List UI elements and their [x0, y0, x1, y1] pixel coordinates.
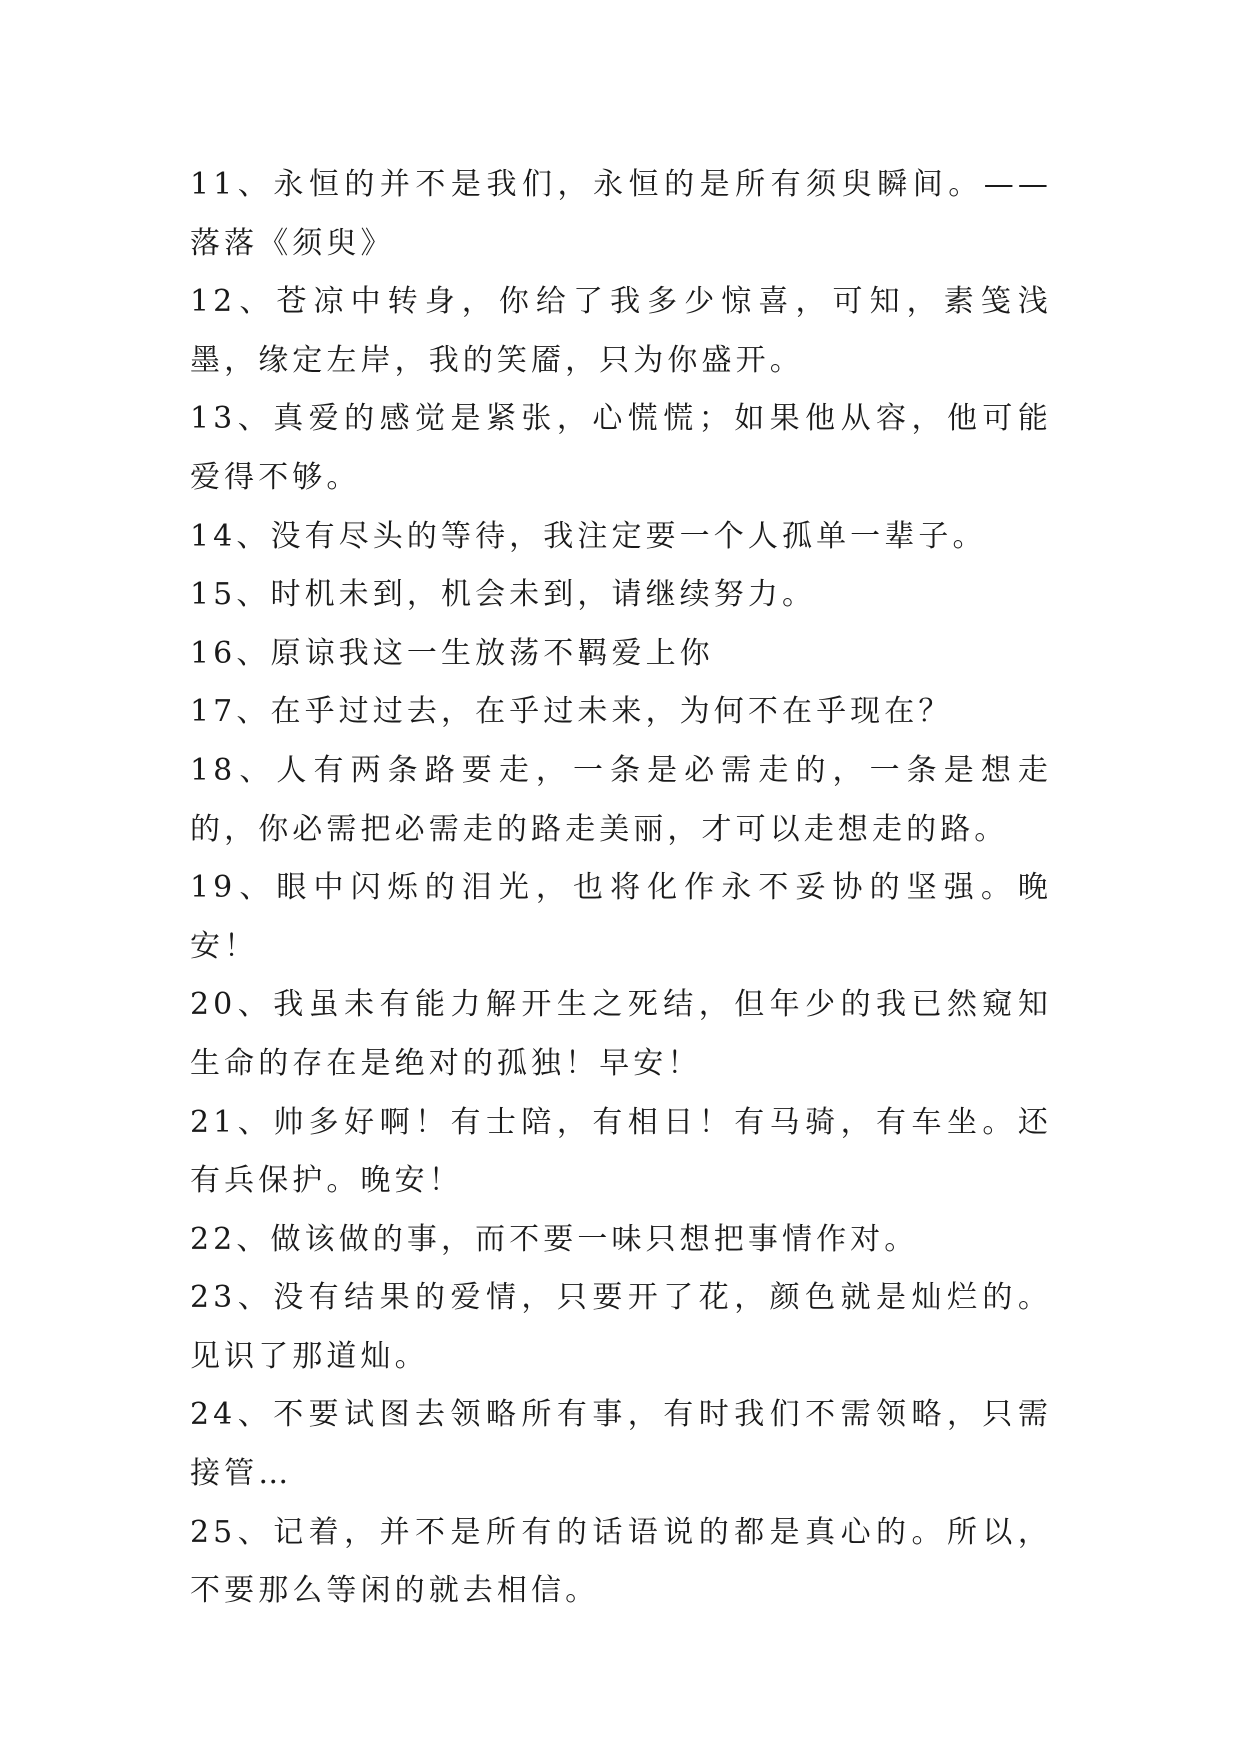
quote-paragraph-23: 23、没有结果的爱情，只要开了花，颜色就是灿烂的。见识了那道灿。 — [190, 1280, 1052, 1374]
quote-paragraph-24: 24、不要试图去领略所有事，有时我们不需领略，只需接管… — [190, 1397, 1052, 1492]
quote-paragraph-18: 18、人有两条路要走，一条是必需走的，一条是想走的，你必需把必需走的路走美丽，才可以走想走的路。 — [190, 752, 1052, 847]
quote-paragraph-16: 16、原谅我这一生放荡不羁爱上你 — [190, 635, 714, 671]
quote-paragraph-19: 19、眼中闪烁的泪光，也将化作永不妥协的坚强。晚安！ — [190, 870, 1052, 964]
quote-paragraph-11: 11、永恒的并不是我们，永恒的是所有须臾瞬间。——落落《须臾》 — [190, 167, 1052, 261]
quote-paragraph-21: 21、帅多好啊！有士陪，有相日！有马骑，有车坐。还有兵保护。晚安！ — [190, 1104, 1052, 1199]
quote-paragraph-13: 13、真爱的感觉是紧张，心慌慌；如果他从容，他可能爱得不够。 — [190, 401, 1052, 495]
quote-paragraph-25: 25、记着，并不是所有的话语说的都是真心的。所以，不要那么等闲的就去相信。 — [190, 1514, 1052, 1609]
quote-paragraph-14: 14、没有尽头的等待，我注定要一个人孤单一辈子。 — [190, 518, 987, 554]
quote-paragraph-20: 20、我虽未有能力解开生之死结，但年少的我已然窥知生命的存在是绝对的孤独！早安！ — [190, 987, 1052, 1081]
quote-paragraph-15: 15、时机未到，机会未到，请继续努力。 — [190, 577, 817, 613]
quote-paragraph-17: 17、在乎过过去，在乎过未来，为何不在乎现在？ — [190, 694, 953, 730]
quote-paragraph-22: 22、做该做的事，而不要一味只想把事情作对。 — [190, 1221, 919, 1257]
document-body — [190, 156, 1052, 1621]
quote-paragraph-12: 12、苍凉中转身，你给了我多少惊喜，可知，素笺浅墨，缘定左岸，我的笑靥，只为你盛开。 — [190, 284, 1052, 378]
